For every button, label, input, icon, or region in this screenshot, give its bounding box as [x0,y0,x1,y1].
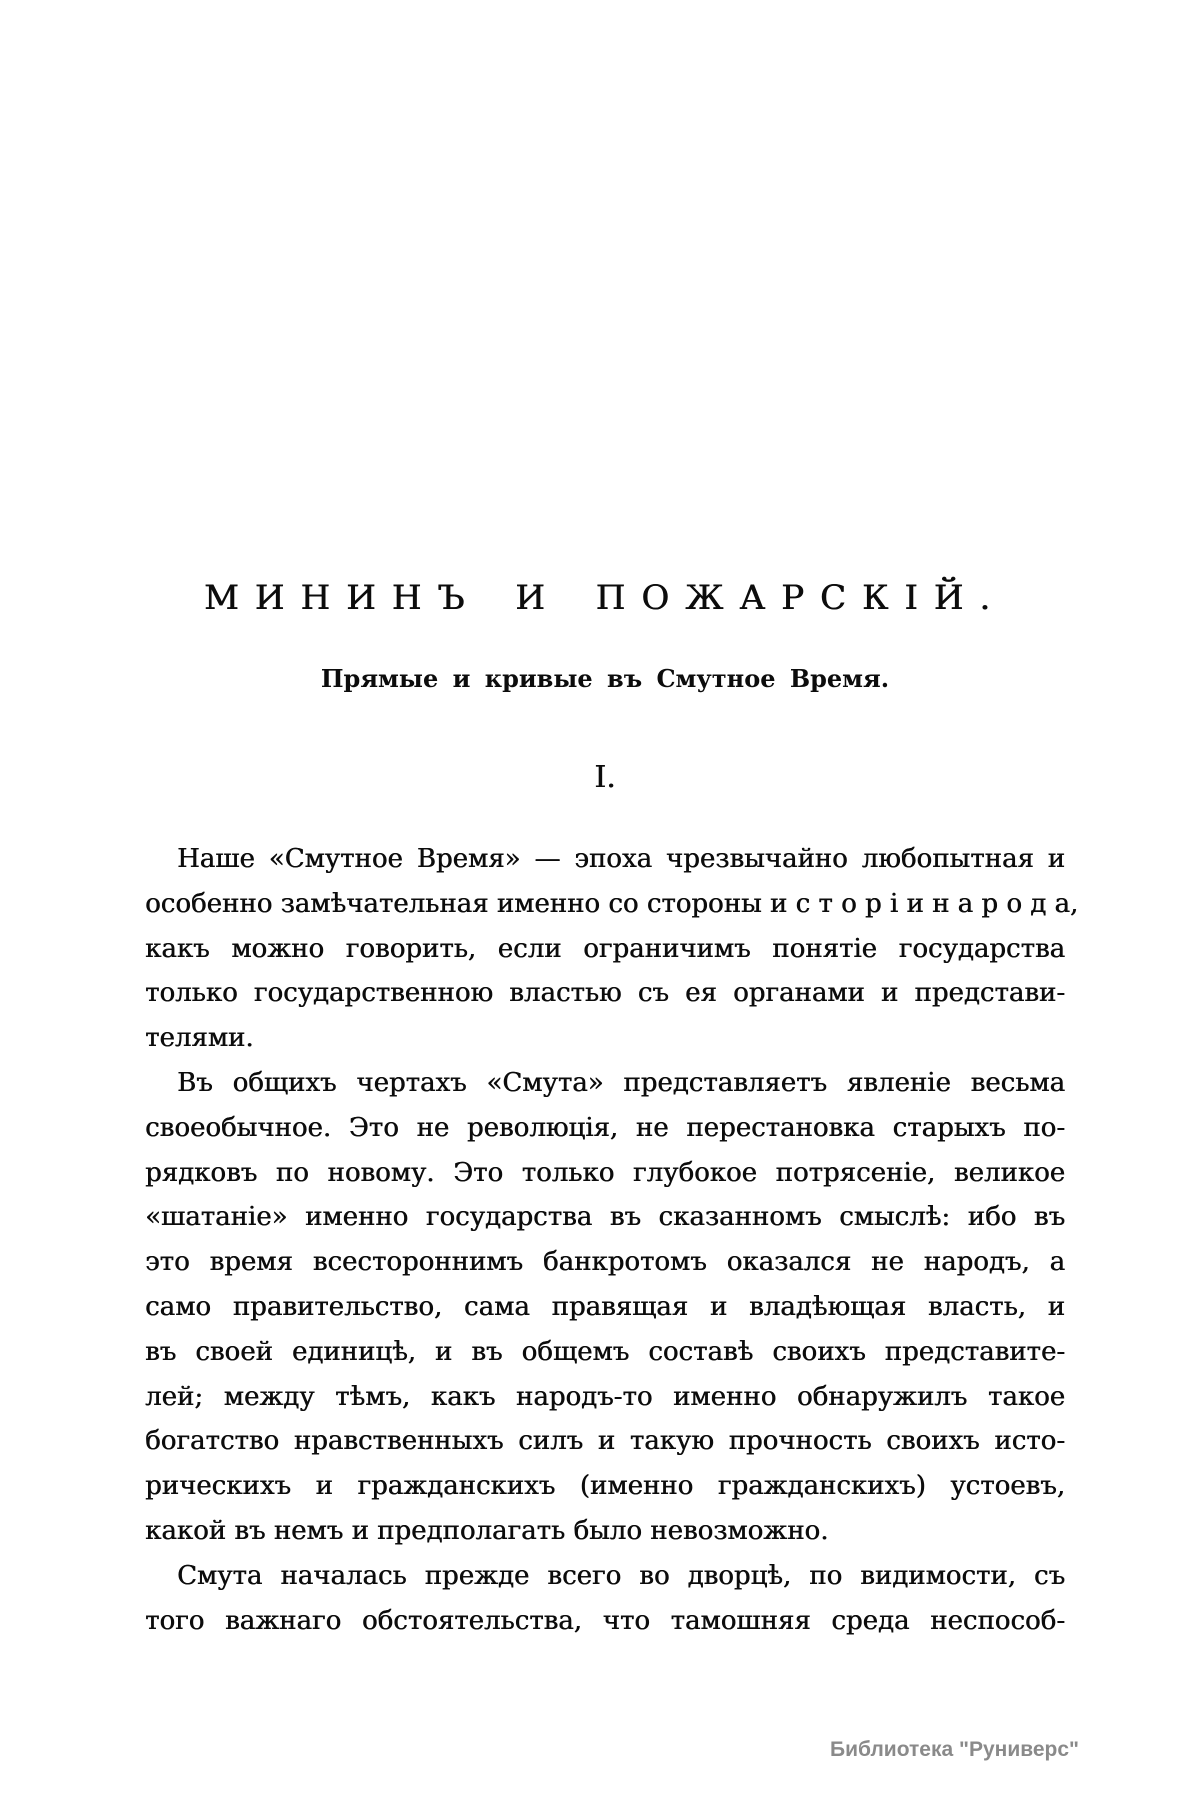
text-line: лей; между тѣмъ, какъ народъ-то именно обнаружилъ такое [145,1381,1065,1412]
text-line: только государственною властью съ ея органами и представи- [145,978,1065,1009]
text-line: рядковъ по новому. Это только глубокое потрясеніе, великое [145,1157,1065,1188]
page-subtitle: Прямые и кривые въ Смутное Время. [320,664,890,693]
text-line: само правительство, сама правящая и владѣющая власть, и [145,1291,1065,1322]
text-line: богатство нравственныхъ силъ и такую прочность своихъ исто- [145,1426,1065,1457]
text-line: какъ можно говорить, если ограничимъ понятіе государства [145,933,1065,964]
text-line: рическихъ и гражданскихъ (именно гражданскихъ) устоевъ, [145,1471,1065,1502]
text-line: «шатаніе» именно государства въ сказанномъ смыслѣ: ибо въ [145,1202,1065,1233]
page-title: МИНИНЪ И ПОЖАРСКІЙ. [203,578,1007,618]
text-line: Наше «Смутное Время» — эпоха чрезвычайно любопытная и [177,844,1065,874]
text-line: какой въ немъ и предполагать было невозможно. [145,1515,829,1546]
text-line: особенно замѣчательная именно со стороны и с т о р і и н а р о д а, [145,888,1079,919]
text-line: того важнаго обстоятельства, что тамошняя среда неспособ- [145,1605,1065,1636]
text-line: телями. [145,1023,254,1054]
text-line: своеобычное. Это не революція, не перестановка старыхъ по- [145,1112,1065,1143]
section-number: I. [594,760,616,795]
library-watermark: Библиотека "Руниверс" [830,1738,1080,1761]
body-text [145,837,1079,1643]
text-line: это время всестороннимъ банкротомъ оказался не народъ, а [145,1247,1065,1278]
text-line: въ своей единицѣ, и въ общемъ составѣ своихъ представите- [145,1336,1065,1367]
text-line: Въ общихъ чертахъ «Смута» представляетъ явленіе весьма [177,1067,1065,1098]
text-line: Смута началась прежде всего во дворцѣ, по видимости, съ [177,1560,1065,1591]
